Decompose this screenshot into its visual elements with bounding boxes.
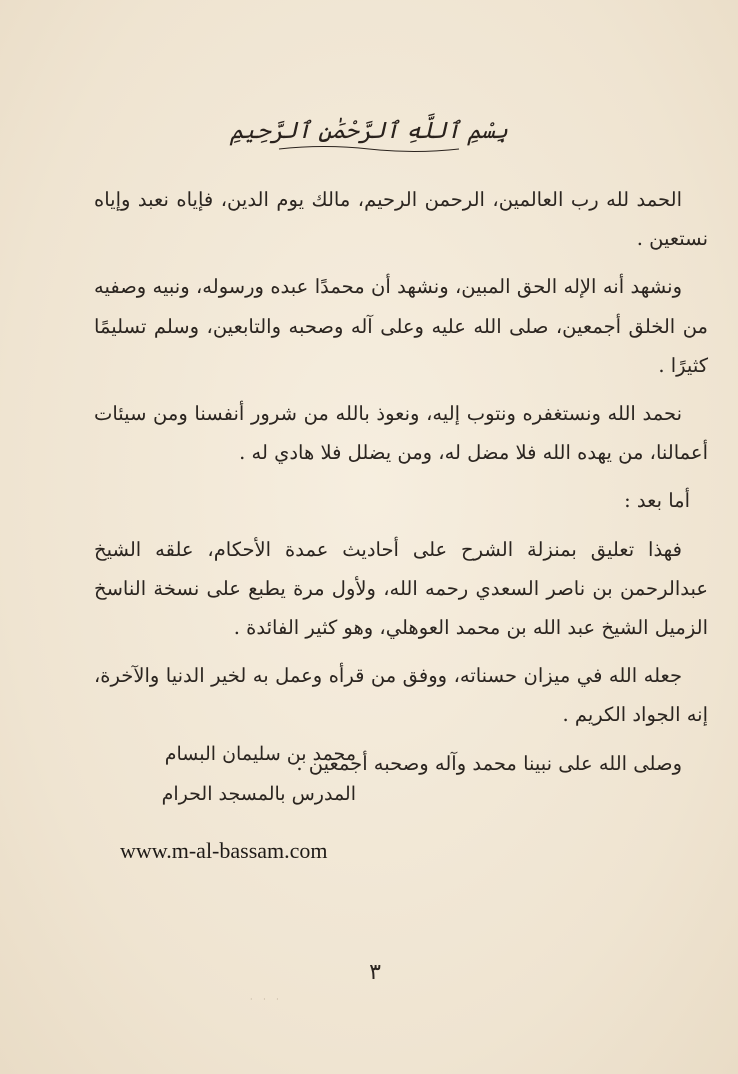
page-number: ٣ xyxy=(369,960,381,985)
signature-block xyxy=(96,734,356,814)
paper-specks: · · · xyxy=(250,995,283,1004)
paragraph-amma-bad: أما بعد : xyxy=(624,489,690,513)
paragraph-testimony: ونشهد أنه الإله الحق المبين، ونشهد أن محمدًا عبده ورسوله، ونبيه وصفيه من الخلق أجمعين، صلى الله عليه وعلى آله وصحبه والتابعين، وسلم تسليمًا كثيرًا . xyxy=(94,275,708,377)
paragraph-salawat: وصلى الله على نبينا محمد وآله وصحبه أجمعين . xyxy=(296,751,682,775)
paragraph-supplication: نحمد الله ونستغفره ونتوب إليه، ونعوذ بالله من شرور أنفسنا ومن سيئات أعمالنا، من يهده الله فلا مضل له، ومن يضلل فلا هادي له . xyxy=(94,402,708,465)
basmala-flourish-icon xyxy=(274,144,464,154)
basmala-text: بِسْمِ ٱللَّهِ ٱلرَّحْمَٰنِ ٱلرَّحِيمِ xyxy=(230,118,508,144)
paragraph-praise: الحمد لله رب العالمين، الرحمن الرحيم، مالك يوم الدين، فإياه نعبد وإياه نستعين . xyxy=(94,188,708,251)
introduction-text xyxy=(94,180,708,792)
basmala-heading xyxy=(0,118,738,154)
paragraph-book-description: فهذا تعليق بمنزلة الشرح على أحاديث عمدة الأحكام، علقه الشيخ عبدالرحمن بن ناصر السعدي رحمه الله، ولأول مرة يطبع على نسخة الناسخ الزميل الشيخ عبد الله بن محمد العوهلي، وهو كثير الفائدة . xyxy=(94,537,708,640)
paragraph-dua: جعله الله في ميزان حسناته، ووفق من قرأه وعمل به لخير الدنيا والآخرة، إنه الجواد الكريم . xyxy=(94,664,708,727)
website-url: www.m-al-bassam.com xyxy=(120,838,328,863)
author-title: المدرس بالمسجد الحرام xyxy=(161,783,356,805)
author-name: محمد بن سليمان البسام xyxy=(164,743,356,765)
